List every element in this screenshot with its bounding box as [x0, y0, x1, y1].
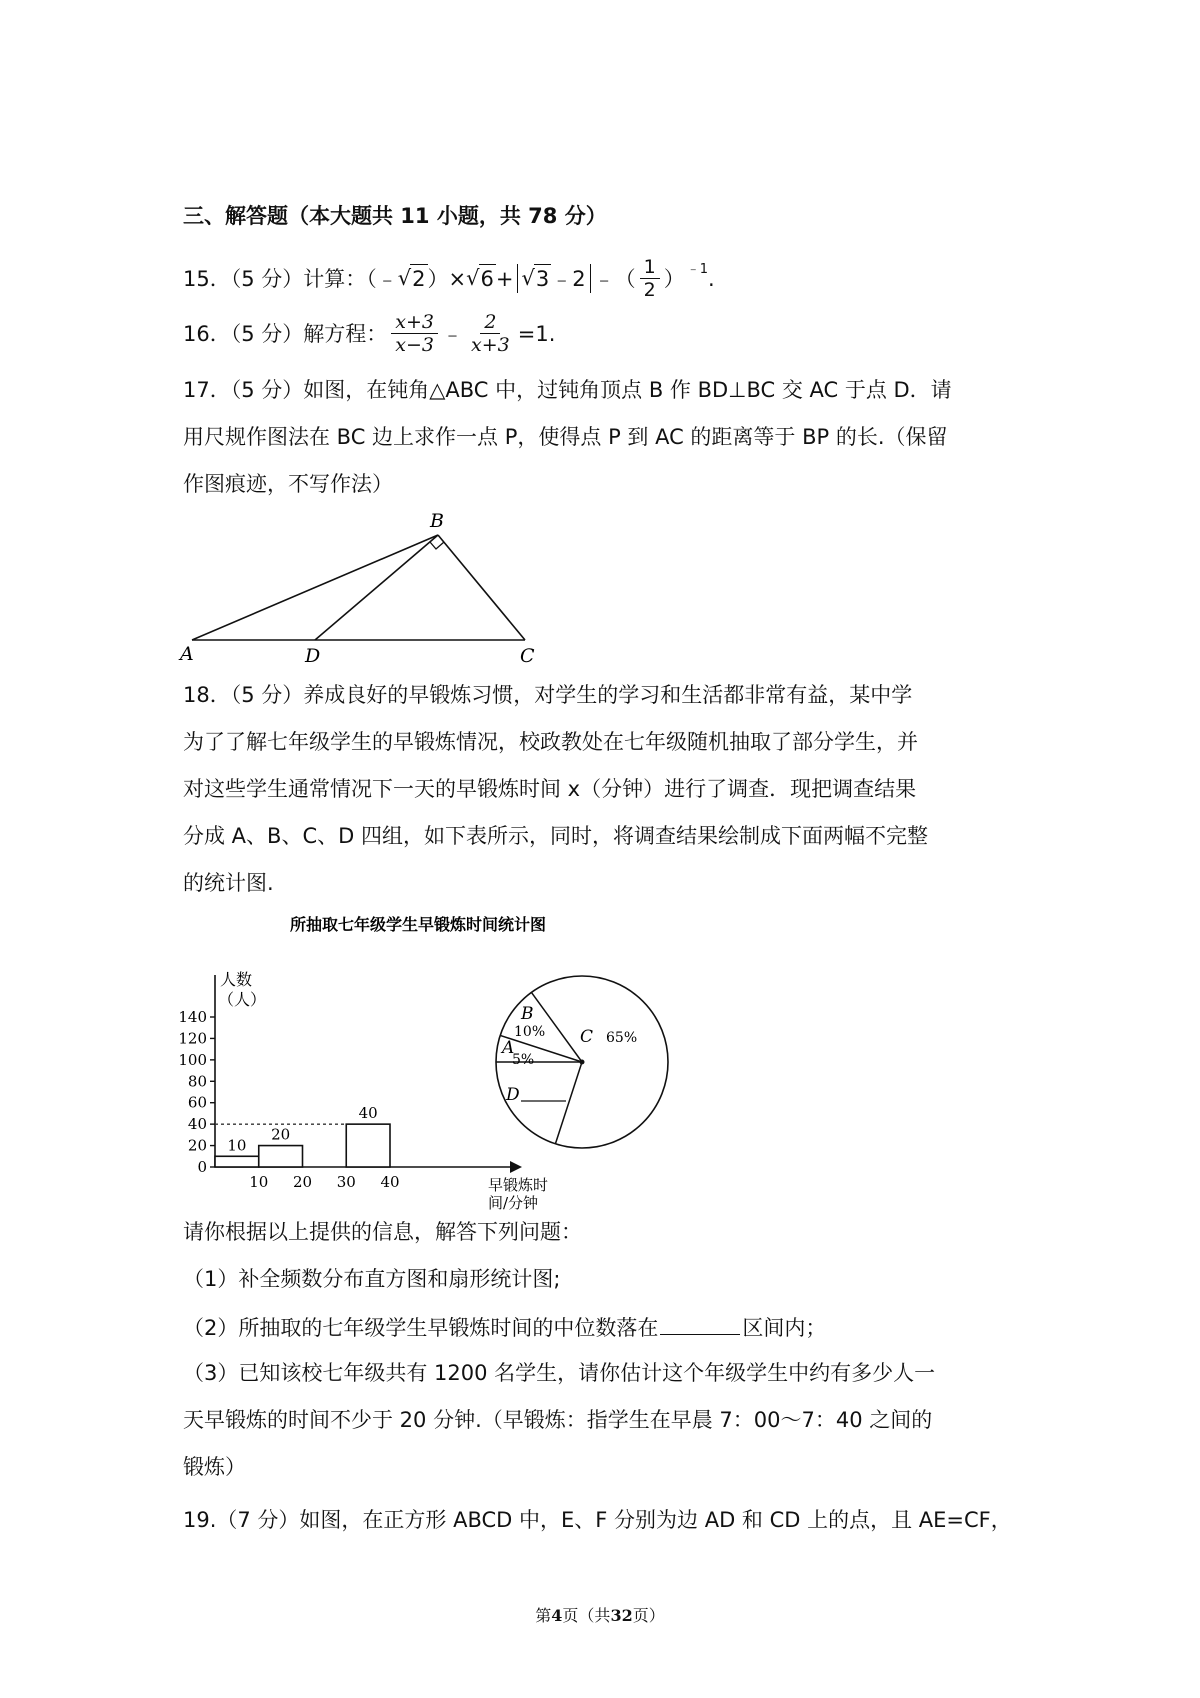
y-tick-label: 20	[187, 1136, 207, 1155]
x-axis-label-2: 间/分钟	[488, 1194, 539, 1212]
q16-prefix: 16．（5 分）解方程：	[183, 321, 388, 346]
y-tick-label: 0	[197, 1158, 207, 1176]
q18-prompt: 请你根据以上提供的信息，解答下列问题：	[183, 1220, 582, 1244]
x-tick-label: 30	[336, 1173, 356, 1191]
pie-label-c: C	[580, 1027, 594, 1047]
chart-title: 所抽取七年级学生早锻炼时间统计图	[290, 915, 547, 934]
page-number: 4	[551, 1606, 563, 1625]
label-b: B	[430, 510, 444, 532]
q19-line-1: 19.（7 分）如图，在正方形 ABCD 中，E、F 分别为边 AD 和 CD 上的点，且 AE=CF，	[183, 1508, 1012, 1532]
histogram-bar	[346, 1124, 390, 1167]
q16-end: =1.	[517, 321, 556, 346]
triangle-figure	[170, 505, 550, 665]
q15-mid1: ）×	[427, 266, 467, 291]
question-15	[183, 256, 715, 301]
sqrt-6: √ 6	[466, 266, 494, 291]
q18-sub2-before: （2）所抽取的七年级学生早锻炼时间的中位数落在	[183, 1316, 659, 1340]
answer-blank	[660, 1312, 740, 1335]
exponent: ﹣1	[686, 261, 709, 277]
q15-close: ）	[663, 266, 685, 291]
label-a: A	[180, 643, 194, 665]
q18-sub2	[183, 1312, 826, 1342]
sqrt-3: √ 3	[521, 266, 550, 291]
histogram-bar	[259, 1146, 303, 1167]
q17-line-3: 作图痕迹，不写作法）	[183, 472, 393, 496]
y-tick-label: 100	[178, 1050, 207, 1069]
pie-chart	[496, 976, 668, 1148]
q15-minus-two: ﹣2	[551, 266, 586, 291]
pie-percent-b: 10%	[514, 1024, 546, 1040]
pie-label-a: A	[502, 1038, 515, 1058]
q16-minus: ﹣	[442, 321, 463, 346]
pie-percent-c: 65%	[606, 1030, 638, 1046]
y-axis-label-1: 人数	[220, 970, 253, 989]
absolute-value	[517, 264, 591, 293]
side-ab	[192, 535, 438, 640]
pie-label-d: D	[506, 1085, 520, 1105]
q18-sub3-line-3: 锻炼）	[183, 1455, 246, 1479]
fraction-1: $\frac{x+3}{x-3}$	[391, 311, 438, 356]
y-tick-label: 140	[178, 1008, 207, 1026]
statistics-charts	[170, 905, 790, 1215]
bar-value-label: 10	[227, 1136, 247, 1155]
sqrt-2: √ 2	[397, 266, 426, 291]
label-c: C	[520, 645, 535, 665]
y-axis-label-2: （人）	[218, 990, 267, 1009]
side-bc	[438, 535, 525, 640]
x-tick-label: 20	[292, 1173, 313, 1191]
y-tick-label: 120	[178, 1029, 207, 1048]
q17-line-2: 用尺规作图法在 BC 边上求作一点 P，使得点 P 到 AC 的距离等于 BP 的长.（保留	[183, 425, 948, 449]
bar-chart-marks	[178, 1008, 399, 1191]
x-axis-label-1: 早锻炼时	[488, 1176, 549, 1194]
bar-value-label: 40	[358, 1104, 378, 1123]
bar-value-label: 20	[271, 1125, 291, 1144]
x-tick-label: 40	[380, 1173, 400, 1191]
q18-line-2: 为了了解七年级学生的早锻炼情况，校政教处在七年级随机抽取了部分学生，并	[183, 730, 918, 754]
q18-sub1: （1）补全频数分布直方图和扇形统计图;	[183, 1267, 561, 1291]
q18-line-1: 18．（5 分）养成良好的早锻炼习惯，对学生的学习和生活都非常有益，某中学	[183, 683, 913, 707]
pie-label-b: B	[521, 1004, 534, 1024]
y-tick-label: 60	[187, 1093, 207, 1112]
q18-sub3-line-2: 天早锻炼的时间不少于 20 分钟.（早锻炼：指学生在早晨 7：00～7：40 之间的	[183, 1408, 933, 1432]
pie-percent-a: 5%	[512, 1052, 535, 1068]
x-tick-label: 10	[249, 1173, 269, 1191]
q15-plus: +	[495, 266, 514, 291]
right-angle-mark	[430, 542, 444, 549]
fraction-one-half: $\frac{1}{2}$	[640, 256, 660, 301]
label-d: D	[305, 645, 321, 665]
page-footer: 第4页（共32页）	[535, 1606, 665, 1625]
y-tick-label: 80	[187, 1072, 207, 1091]
page-total: 32	[610, 1606, 633, 1625]
q18-line-4: 分成 A、B、C、D 四组，如下表所示，同时，将调查结果绘制成下面两幅不完整	[183, 824, 928, 848]
fraction-2: $\frac{2}{x+3}$	[471, 311, 510, 356]
question-16	[183, 311, 555, 356]
q17-line-1: 17．（5 分）如图，在钝角△ABC 中，过钝角顶点 B 作 BD⊥BC 交 AC 于点 D．请	[183, 378, 952, 402]
q18-sub2-after: 区间内；	[742, 1316, 827, 1340]
q18-sub3-line-1: （3）已知该校七年级共有 1200 名学生，请你估计这个年级学生中约有多少人一	[183, 1361, 936, 1385]
q18-line-5: 的统计图.	[183, 871, 274, 895]
section-heading: 三、解答题（本大题共 11 小题，共 78 分）	[183, 204, 607, 228]
q18-line-3: 对这些学生通常情况下一天的早锻炼时间 x（分钟）进行了调查．现把调查结果	[183, 777, 917, 801]
y-tick-label: 40	[187, 1115, 207, 1134]
segment-bd	[315, 535, 438, 640]
q15-prefix: 15．（5 分）计算：（﹣	[183, 266, 398, 291]
x-axis-arrow	[510, 1161, 522, 1173]
q15-mid2: ﹣（	[593, 266, 636, 291]
histogram-bar	[215, 1156, 259, 1167]
q15-end: .	[708, 266, 715, 291]
